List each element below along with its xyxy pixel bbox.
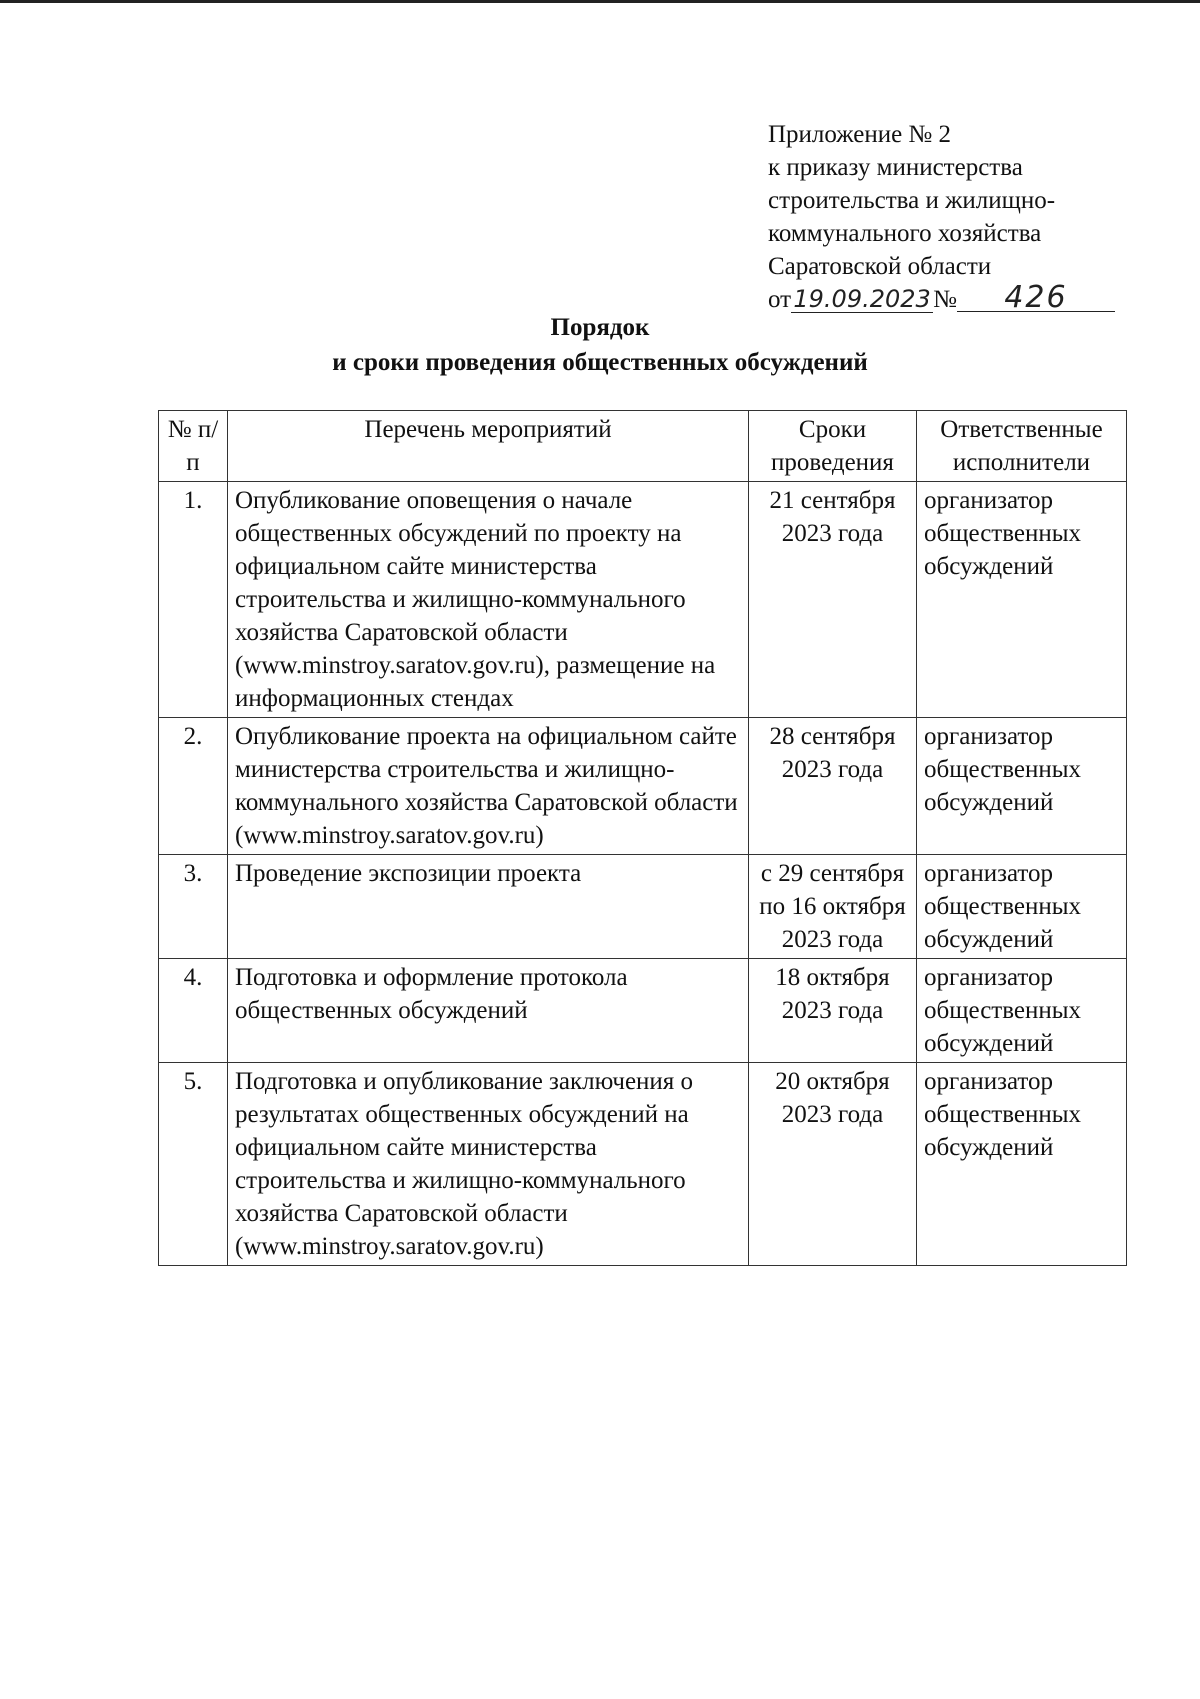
row-num: 3. [159,855,228,959]
row-dates: 28 сентября 2023 года [749,718,917,855]
annex-line: Саратовской области [768,253,992,280]
table-header-row [159,411,1127,482]
table-row [159,1063,1127,1266]
annex-line: к приказу министерства [768,154,1023,181]
header-dates: Сроки проведения [749,411,917,482]
row-dates: 18 октября 2023 года [749,959,917,1063]
row-dates: с 29 сентября по 16 октября 2023 года [749,855,917,959]
row-activity: Опубликование проекта на официальном сайте министерства строительства и жилищно-коммунального хозяйства Саратовской области (www.minstroy.saratov.gov.ru) [228,718,749,855]
row-responsible: организатор общественных обсуждений [917,1063,1127,1266]
header-responsible: Ответственные исполнители [917,411,1127,482]
document-subtitle: и сроки проведения общественных обсуждений [332,349,868,376]
row-num: 1. [159,482,228,718]
row-activity: Опубликование оповещения о начале общественных обсуждений по проекту на официальном сайте министерства строительства и жилищно-коммунального хозяйства Саратовской области (www.minstroy.saratov.gov.ru), размещение на информационных стендах [228,482,749,718]
table-row [159,855,1127,959]
table-row [159,718,1127,855]
row-activity: Подготовка и опубликование заключения о результатах общественных обсуждений на официальном сайте министерства строительства и жилищно-коммунального хозяйства Саратовской области (www.minstroy.saratov.gov.ru) [228,1063,749,1266]
document-title: Порядок [550,314,650,341]
handwritten-date: 19.09.2023 [791,286,933,313]
table-row [159,482,1127,718]
row-activity: Подготовка и оформление протокола общественных обсуждений [228,959,749,1063]
row-num: 2. [159,718,228,855]
row-responsible: организатор общественных обсуждений [917,718,1127,855]
scan-top-edge [0,0,1200,3]
row-activity: Проведение экспозиции проекта [228,855,749,959]
row-responsible: организатор общественных обсуждений [917,959,1127,1063]
annex-title: Приложение № 2 [768,121,952,148]
schedule-table [158,410,1127,1266]
handwritten-number: 426 [957,285,1115,312]
header-activity: Перечень мероприятий [228,411,749,482]
row-num: 4. [159,959,228,1063]
row-responsible: организатор общественных обсуждений [917,482,1127,718]
row-responsible: организатор общественных обсуждений [917,855,1127,959]
annex-line: строительства и жилищно- [768,187,1056,214]
header-num: № п/п [159,411,228,482]
row-dates: 20 октября 2023 года [749,1063,917,1266]
row-num: 5. [159,1063,228,1266]
annex-header [768,118,1168,316]
number-prefix: № [933,286,957,313]
table-row [159,959,1127,1063]
annex-line: коммунального хозяйства [768,220,1042,247]
date-prefix: от [768,286,792,313]
row-dates: 21 сентября 2023 года [749,482,917,718]
